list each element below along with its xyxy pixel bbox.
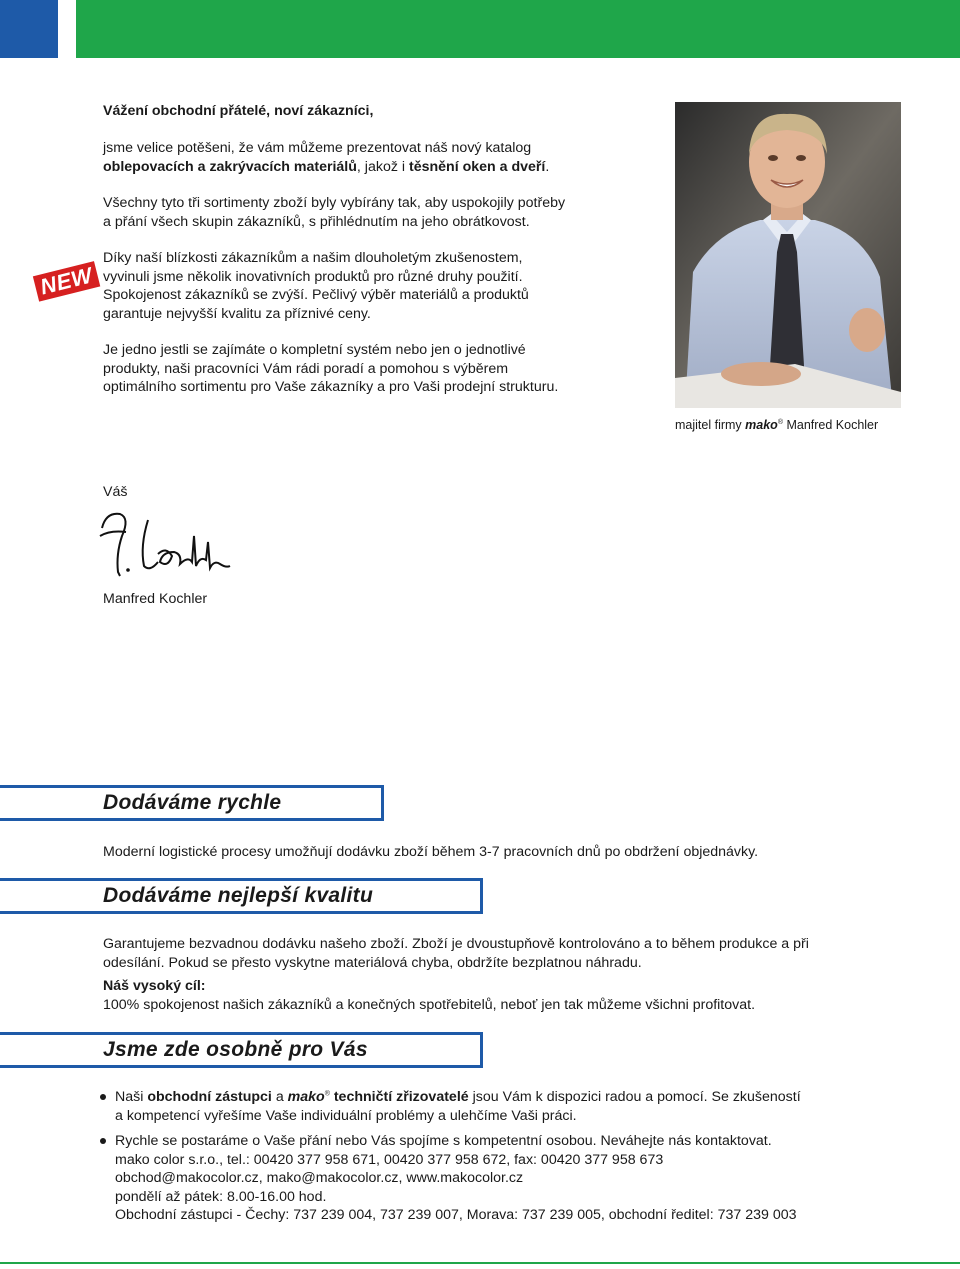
section-personal-list (100, 1088, 900, 1225)
handwritten-signature (96, 506, 236, 578)
portrait-illustration (675, 102, 901, 408)
section-fast-title: Dodáváme rychle (103, 791, 282, 814)
letter-paragraph-3: Díky naší blízkosti zákazníkům a našim dlouholetým zkušenostem, vyvinuli jsme několik inovativních produktů pro různé druhy použití. Spokojenost zákazníků se zvýší. Pečlivý výběr materiálů a produktů garantuje nejvyšší kvalitu za příznivé ceny. (103, 250, 529, 322)
photo-caption: majitel firmy mako® Manfred Kochler (675, 418, 879, 432)
letter-paragraph-1: jsme velice potěšeni, že vám můžeme prezentovat náš nový katalog oblepovacích a zakrývacích materiálů, jakož i těsnění oken a dveří. (103, 140, 550, 175)
section-quality-goal-label: Náš vysoký cíl: (103, 978, 206, 994)
header-blue-block (0, 0, 58, 58)
letter-greeting: Vážení obchodní přátelé, noví zákazníci, (103, 103, 374, 119)
footer-green-line (0, 1262, 960, 1264)
section-quality-goal-text: 100% spokojenost našich zákazníků a konečných spotřebitelů, neboť jen tak můžeme všichni profitovat. (103, 997, 756, 1013)
mako-brand-text: mako (745, 418, 778, 432)
header-green-bar (76, 0, 960, 58)
signature-name: Manfred Kochler (103, 591, 208, 607)
section-quality-text: Garantujeme bezvadnou dodávku našeho zboží. Zboží je dvoustupňově kontrolováno a to během produkce a při odesílání. Pokud se přesto vyskytne materiálová chyba, obdržíte bezplatnou náhradu. (103, 936, 809, 971)
letter-closing: Váš (103, 484, 128, 500)
new-badge: NEW (33, 261, 100, 301)
mako-brand-text: mako (287, 1089, 325, 1105)
letter-paragraph-2: Všechny tyto tři sortimenty zboží byly vybírány tak, aby uspokojily potřeby a přání všech skupin zákazníků, s přihlédnutím na jeho obrátkovost. (103, 195, 566, 230)
letter-paragraph-4: Je jedno jestli se zajímáte o kompletní systém nebo jen o jednotlivé produkty, naši pracovníci Vám rádi poradí a pomohou s výběrem optimálního sortimentu pro Vaše zákazníky a pro Vaši prodejní strukturu. (103, 342, 559, 395)
owner-photo (675, 102, 901, 408)
section-personal-title: Jsme zde osobně pro Vás (103, 1038, 368, 1061)
section-quality-title: Dodáváme nejlepší kvalitu (103, 884, 374, 907)
section-fast-text: Moderní logistické procesy umožňují dodávku zboží během 3-7 pracovních dnů po obdržení objednávky. (103, 844, 759, 860)
list-item: Rychle se postaráme o Vaše přání nebo Vás spojíme s kompetentní osobou. Neváhejte nás kontaktovat. mako color s.r.o., tel.: 00420 377 958 671, 00420 377 958 672, fax: 00420 377 958 673 obchod@makocolor.cz, mako@makocolor.cz, www.makocolor.cz pondělí až pátek: 8.00-16.00 hod. Obchodní zástupci - Čechy: 737 239 004, 737 239 007, Morava: 737 239 005, obchodní ředitel: 737 239 003 (100, 1132, 900, 1225)
list-item: Naši obchodní zástupci a mako® techničtí zřizovatelé jsou Vám k dispozici radou a pomocí. Se zkušeností a kompetencí vyřešíme Vaše individuální problémy a ulehčíme Vaši práci. (100, 1088, 900, 1125)
